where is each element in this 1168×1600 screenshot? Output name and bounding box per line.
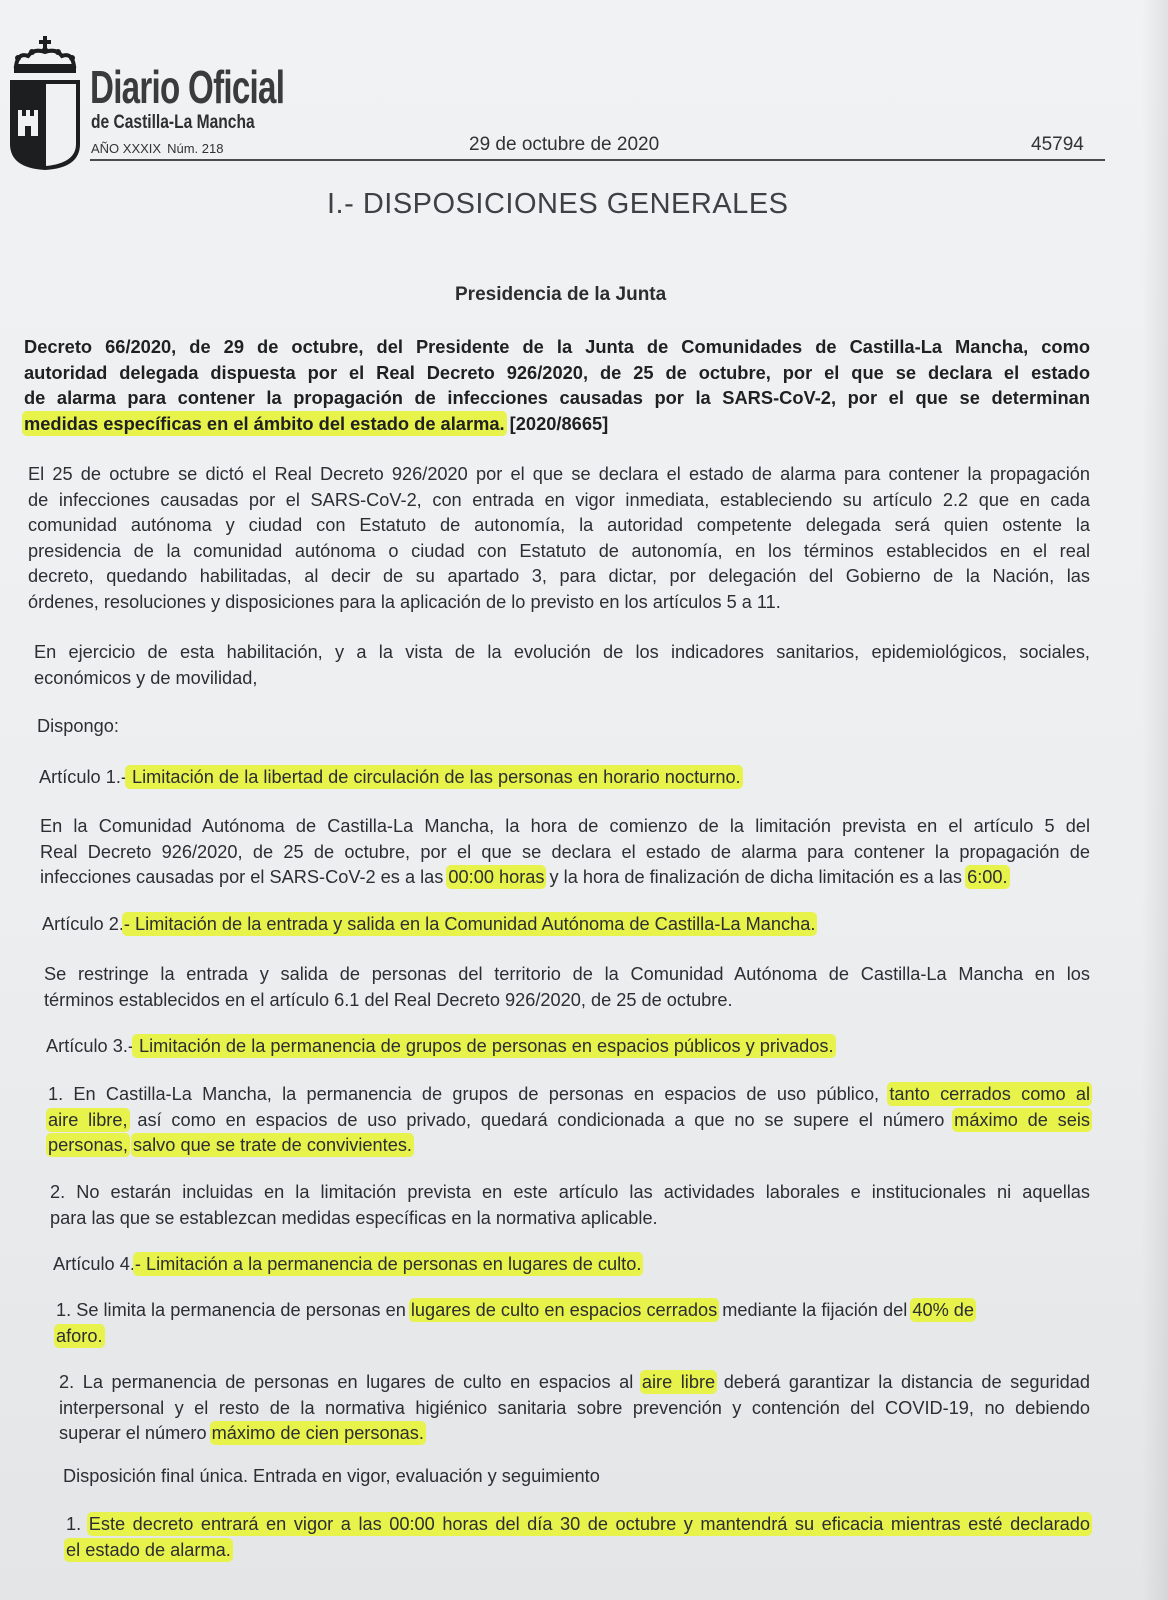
highlight: tanto cerrados como al	[889, 1084, 1090, 1104]
section-title: I.- DISPOSICIONES GENERALES	[327, 188, 789, 220]
paragraph-line: decreto, quedando habilitadas, al decir de su apartado 3, para dictar, por delegación del Gobierno de la Nación, las	[28, 566, 1090, 587]
paragraph-line: Se restringe la entrada y salida de personas del territorio de la Comunidad Autónoma de Castilla-La Mancha en los	[44, 964, 1090, 984]
decree-title-line: medidas específicas en el ámbito del estado de alarma. [2020/8665]	[24, 412, 609, 434]
decree-title-line: de alarma para contener la propagación de infecciones causadas por la SARS-CoV-2, por el que se determinan	[24, 387, 1090, 409]
paragraph-line: comunidad autónoma y ciudad con Estatuto de autonomía, la autoridad competente delegada será quien ostente la	[28, 515, 1090, 536]
number-label: Núm. 218	[167, 141, 224, 156]
highlight: el estado de alarma.	[66, 1539, 231, 1560]
paragraph-line	[66, 1538, 1090, 1564]
masthead-title: Diario Oficial	[90, 61, 285, 113]
issue-info	[91, 141, 223, 156]
highlight: aire libre,	[48, 1109, 128, 1130]
paragraph-line: de infecciones causadas por el SARS-CoV-2, con entrada en vigor inmediata, estableciendo su artículo 2.2 que en cada	[28, 489, 1090, 510]
highlight: personas,	[48, 1135, 128, 1156]
highlight: Limitación de la permanencia de grupos de personas en espacios públicos y privados.	[133, 1036, 834, 1056]
highlight: aforo.	[56, 1325, 103, 1346]
paragraph-line: superar el número máximo de cien personas.	[59, 1423, 424, 1444]
article-1-body	[40, 814, 1090, 891]
castilla-la-mancha-crest-icon	[8, 36, 84, 172]
masthead-subtitle: de Castilla-La Mancha	[91, 112, 255, 133]
year-label: AÑO XXXIX	[91, 141, 162, 156]
article-1-heading: Artículo 1.- Limitación de la libertad de circulación de las personas en horario nocturno.	[39, 767, 741, 787]
paragraph-line: presidencia de la comunidad autónoma o ciudad con Estatuto de autonomía, en los términos establecidos en el real	[28, 540, 1090, 561]
paragraph-line: aire libre, así como en espacios de uso privado, quedará condicionada a que no se supere el número máximo de seis	[48, 1109, 1090, 1130]
article-3-heading: Artículo 3.- Limitación de la permanencia de grupos de personas en espacios públicos y privados.	[46, 1036, 834, 1056]
paragraph-line: El 25 de octubre se dictó el Real Decreto 926/2020 por el que se declara el estado de alarma para contener la propagación	[28, 464, 1090, 484]
article-4-paragraph-2	[59, 1370, 1090, 1447]
highlight: 00:00 horas	[448, 867, 545, 888]
paragraph-line: infecciones causadas por el SARS-CoV-2 es a las 00:00 horas y la hora de finalización de dicha limitación es a las 6:00.	[40, 867, 1008, 888]
final-disposition-heading: Disposición final única. Entrada en vigor, evaluación y seguimiento	[63, 1466, 600, 1486]
dispongo-label: Dispongo:	[37, 716, 119, 736]
decree-title	[24, 334, 1090, 436]
paragraph-line: 1. En Castilla-La Mancha, la permanencia de grupos de personas en espacios de uso público, tanto cerrados como al	[48, 1084, 1090, 1104]
highlight: Limitación de la libertad de circulación de las personas en horario nocturno.	[126, 767, 741, 787]
final-disposition-body	[66, 1512, 1090, 1563]
paragraph-line: En ejercicio de esta habilitación, y a la vista de la evolución de los indicadores sanitarios, epidemiológicos, sociales,	[34, 642, 1090, 662]
publication-date: 29 de octubre de 2020	[469, 134, 660, 155]
organization-title: Presidencia de la Junta	[455, 284, 667, 305]
highlight: 6:00.	[967, 867, 1008, 888]
article-2-body	[44, 962, 1090, 1013]
paragraph-line: 2. No estarán incluidas en la limitación prevista en este artículo las actividades laborales e institucionales ni aquellas	[50, 1182, 1090, 1202]
paragraph-line: términos establecidos en el artículo 6.1 del Real Decreto 926/2020, de 25 de octubre.	[44, 989, 733, 1010]
paragraph-line	[48, 1133, 1090, 1159]
highlight: salvo que se trate de convivientes.	[132, 1135, 412, 1156]
intro-paragraph	[28, 462, 1090, 616]
article-4-heading: Artículo 4.- Limitación a la permanencia de personas en lugares de culto.	[53, 1254, 642, 1274]
paragraph-line: 1. Este decreto entrará en vigor a las 00:00 horas del día 30 de octubre y mantendrá su eficacia mientras esté declarado	[66, 1514, 1090, 1534]
paragraph-line: para las que se establezcan medidas específicas en la normativa aplicable.	[50, 1207, 658, 1228]
article-3-paragraph-1	[48, 1082, 1090, 1159]
exercise-paragraph	[34, 640, 1090, 691]
decree-title-line: Decreto 66/2020, de 29 de octubre, del Presidente de la Junta de Comunidades de Castilla-La Mancha, como	[24, 336, 1090, 357]
article-4-paragraph-1	[56, 1298, 1090, 1349]
paragraph-line: Real Decreto 926/2020, de 25 de octubre, por el que se declara el estado de alarma para contener la propagación de	[40, 841, 1090, 862]
highlight: aire libre	[641, 1372, 716, 1392]
highlight: Este decreto entrará en vigor a las 00:00 horas del día 30 de octubre y mantendrá su eficacia mientras esté declarado	[88, 1514, 1090, 1534]
highlight: lugares de culto en espacios cerrados	[410, 1300, 718, 1320]
paragraph-line: económicos y de movilidad,	[34, 667, 258, 688]
paragraph-line	[56, 1324, 1090, 1350]
paragraph-line: órdenes, resoluciones y disposiciones para la aplicación de lo previsto en los artículos 5 a 11.	[28, 591, 781, 612]
page-number: 45794	[1031, 134, 1084, 155]
highlight: 40% de	[912, 1300, 975, 1320]
highlight: - Limitación a la permanencia de personas en lugares de culto.	[134, 1254, 642, 1274]
highlight: medidas específicas en el ámbito del estado de alarma.	[24, 412, 505, 434]
highlight: - Limitación de la entrada y salida en la Comunidad Autónoma de Castilla-La Mancha.	[123, 914, 816, 934]
paragraph-line: 2. La permanencia de personas en lugares de culto en espacios al aire libre deberá garantizar la distancia de seguridad	[59, 1372, 1090, 1392]
highlight: máximo de seis	[954, 1109, 1090, 1130]
article-2-heading: Artículo 2.- Limitación de la entrada y salida en la Comunidad Autónoma de Castilla-La Mancha.	[42, 914, 816, 934]
paragraph-line: interpersonal y el resto de la normativa higiénico sanitaria sobre prevención y contención del COVID-19, no debiendo	[59, 1397, 1090, 1418]
paragraph-line: En la Comunidad Autónoma de Castilla-La Mancha, la hora de comienzo de la limitación prevista en el artículo 5 del	[40, 816, 1090, 836]
decree-title-line: autoridad delegada dispuesta por el Real Decreto 926/2020, de 25 de octubre, por el que se declara el estado	[24, 361, 1090, 383]
article-3-paragraph-2	[50, 1180, 1090, 1231]
highlight: máximo de cien personas.	[211, 1423, 424, 1444]
header-rule	[90, 159, 1105, 161]
paragraph-line: 1. Se limita la permanencia de personas en lugares de culto en espacios cerrados mediante la fijación del 40% de	[56, 1300, 975, 1320]
